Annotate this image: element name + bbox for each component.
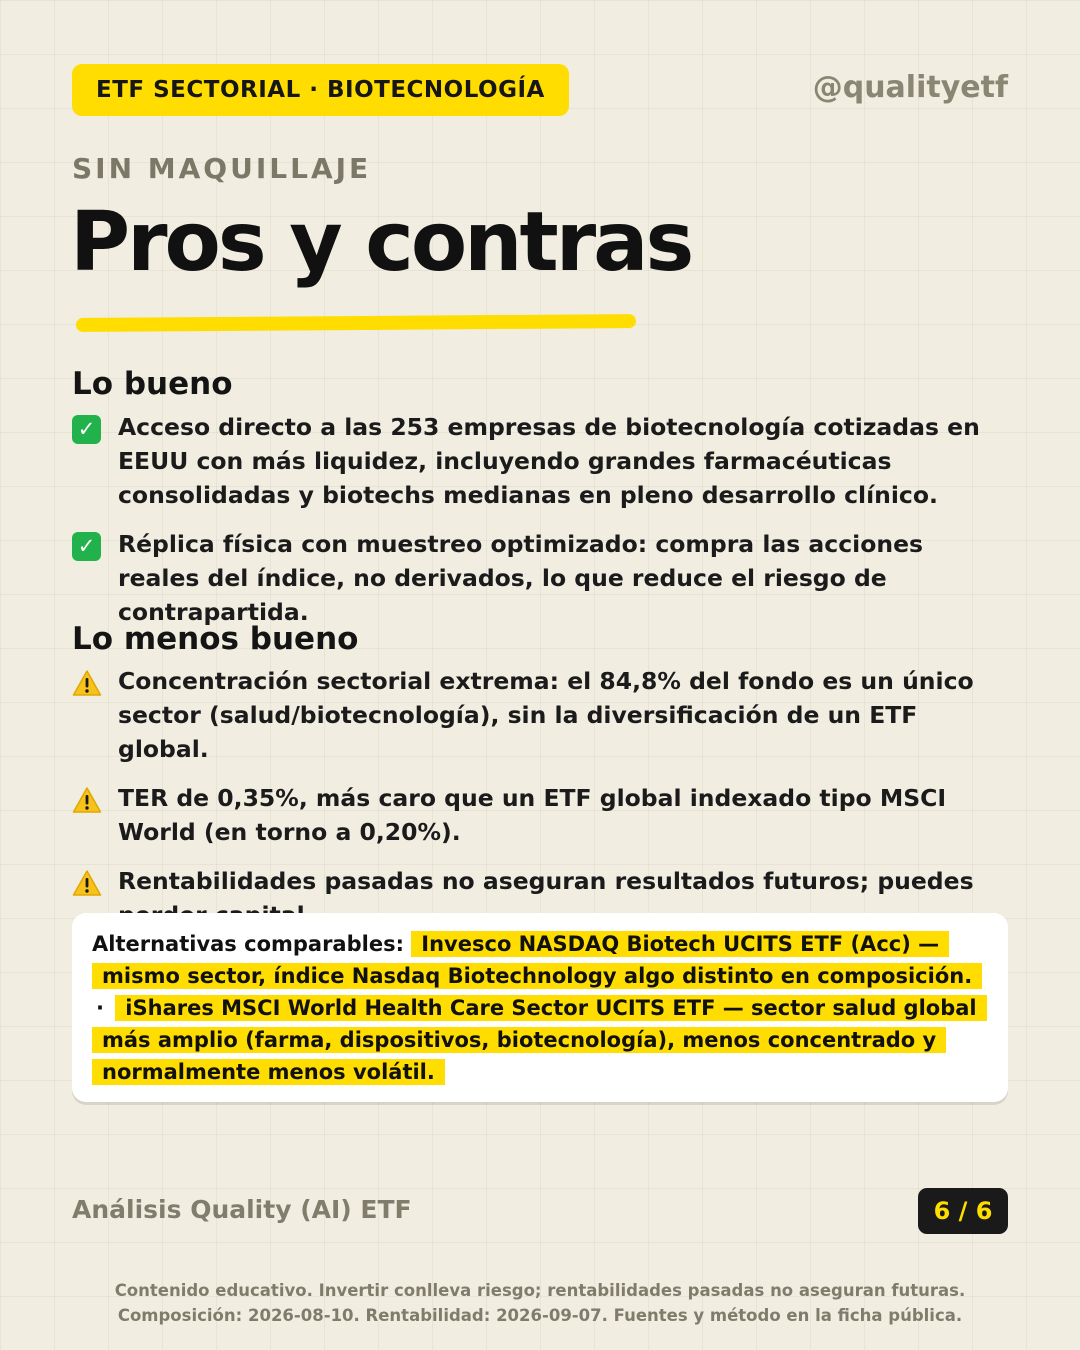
disclaimer-line: Composición: 2026-08-10. Rentabilidad: 2026-09-07. Fuentes y método en la ficha pública. (117, 1306, 963, 1325)
alternatives-text (92, 928, 988, 1088)
alternatives-label: Alternativas comparables: (92, 932, 404, 956)
pros-list (72, 410, 1012, 644)
alternatives-separator: · (96, 996, 104, 1020)
category-tag-label: ETF SECTORIAL · BIOTECNOLOGÍA (96, 77, 545, 103)
pro-text: Réplica física con muestreo optimizado: compra las acciones reales del índice, no derivados, lo que reduce el riesgo de contrapartida. (118, 530, 923, 626)
brand-name: Análisis Quality (AI) ETF (72, 1195, 412, 1224)
list-item (72, 781, 1012, 849)
category-tag (72, 64, 569, 116)
check-icon: ✓ (72, 415, 101, 444)
warning-icon (72, 869, 102, 897)
check-icon: ✓ (72, 532, 101, 561)
kicker: SIN MAQUILLAJE (72, 152, 372, 185)
alternatives-card (72, 913, 1008, 1102)
page-title: Pros y contras (70, 195, 692, 290)
cons-list (72, 664, 1012, 947)
disclaimer (0, 1278, 1080, 1328)
list-item (72, 527, 1012, 629)
alternative-item: Invesco NASDAQ Biotech UCITS ETF (Acc) — mismo sector, índice Nasdaq Biotechnology algo distinto en composición. (92, 931, 982, 989)
con-text: TER de 0,35%, más caro que un ETF global indexado tipo MSCI World (en torno a 0,20%). (118, 784, 947, 846)
alternative-item: iShares MSCI World Health Care Sector UCITS ETF — sector salud global más amplio (farma, dispositivos, biotecnología), menos concentrado y normalmente menos volátil. (92, 995, 987, 1085)
list-item (72, 664, 1012, 766)
title-underline (76, 314, 636, 332)
page-indicator: 6 / 6 (918, 1188, 1008, 1234)
pro-text: Acceso directo a las 253 empresas de biotecnología cotizadas en EEUU con más liquidez, incluyendo grandes farmacéuticas consolidadas y biotechs medianas en pleno desarrollo clínico. (118, 413, 980, 509)
con-text: Rentabilidades pasadas no aseguran resultados futuros; puedes (118, 867, 974, 895)
warning-icon (72, 786, 102, 814)
account-handle: @qualityetf (812, 70, 1008, 105)
disclaimer-line: Contenido educativo. Invertir conlleva riesgo; rentabilidades pasadas no aseguran futuras. (114, 1281, 966, 1300)
cons-heading: Lo menos bueno (72, 621, 359, 657)
pros-heading: Lo bueno (72, 366, 233, 402)
list-item (72, 410, 1012, 512)
warning-icon (72, 669, 102, 697)
con-text: Concentración sectorial extrema: el 84,8% del fondo es un único sector (salud/biotecnología), sin la diversificación de un ETF global. (118, 667, 974, 763)
